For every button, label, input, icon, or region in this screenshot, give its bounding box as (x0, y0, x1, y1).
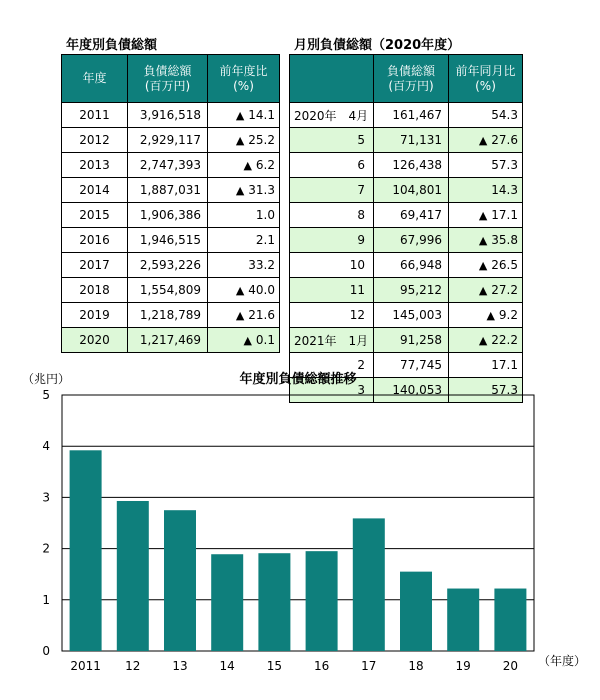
year-cell: 2018 (62, 278, 128, 303)
amount-cell: 145,003 (374, 303, 449, 328)
change-cell: 54.3 (449, 103, 523, 128)
decrease-triangle-icon: ▲ (486, 309, 495, 322)
amount-cell: 1,217,469 (128, 328, 208, 353)
month-cell: 7 (290, 178, 374, 203)
y-tick-label: 1 (42, 592, 50, 607)
bar-14 (211, 554, 243, 651)
decrease-triangle-icon: ▲ (243, 159, 252, 172)
month-cell: 6 (290, 153, 374, 178)
decrease-triangle-icon: ▲ (478, 334, 488, 347)
month-cell: 9 (290, 228, 374, 253)
amount-cell: 1,946,515 (128, 228, 208, 253)
table-row (290, 253, 523, 278)
amount-cell: 1,887,031 (128, 178, 208, 203)
amount-cell: 2,929,117 (128, 128, 208, 153)
change-cell: ▲ 35.8 (449, 228, 523, 253)
decrease-triangle-icon: ▲ (235, 284, 245, 297)
amount-cell: 91,258 (374, 328, 449, 353)
table-row (290, 328, 523, 353)
y-tick-label: 2 (42, 541, 50, 556)
amount-cell: 1,554,809 (128, 278, 208, 303)
change-cell: 14.3 (449, 178, 523, 203)
x-tick-label: 18 (408, 659, 424, 673)
amount-cell: 1,218,789 (128, 303, 208, 328)
x-tick-label: 17 (361, 659, 377, 673)
x-tick-label: 16 (313, 659, 330, 673)
change-cell: ▲ 25.2 (208, 128, 280, 153)
change-cell: ▲ 0.1 (208, 328, 280, 353)
table-row (62, 103, 280, 128)
month-cell: 2020年 4月 (290, 103, 374, 128)
table-row (290, 103, 523, 128)
month-cell: 8 (290, 203, 374, 228)
x-tick-label: 14 (219, 659, 235, 673)
change-cell: 57.3 (449, 153, 523, 178)
bar-17 (353, 518, 385, 651)
change-cell: ▲ 40.0 (208, 278, 280, 303)
change-cell: ▲ 27.6 (449, 128, 523, 153)
table-row (62, 253, 280, 278)
amount-cell: 126,438 (374, 153, 449, 178)
y-tick-label: 3 (42, 490, 50, 505)
table-row (62, 328, 280, 353)
change-cell: 17.1 (449, 353, 523, 378)
amount-cell: 2,593,226 (128, 253, 208, 278)
amount-cell: 161,467 (374, 103, 449, 128)
x-tick-label: 15 (266, 659, 283, 673)
y-tick-label: 5 (42, 388, 50, 402)
change-cell: ▲ 9.2 (449, 303, 523, 328)
table-row (62, 278, 280, 303)
bar-20 (494, 589, 526, 651)
left-table-title: 年度別負債総額 (66, 38, 158, 53)
amount-cell: 140,053 (374, 378, 449, 403)
x-tick-label: 2011 (70, 659, 101, 673)
change-cell: 33.2 (208, 253, 280, 278)
bar-19 (447, 589, 479, 651)
amount-cell: 77,745 (374, 353, 449, 378)
table-row (290, 303, 523, 328)
table-row (290, 278, 523, 303)
change-cell: ▲ 26.5 (449, 253, 523, 278)
year-cell: 2012 (62, 128, 128, 153)
monthly-debt-table (289, 54, 523, 403)
month-cell: 12 (290, 303, 374, 328)
decrease-triangle-icon: ▲ (478, 234, 488, 247)
decrease-triangle-icon: ▲ (235, 184, 245, 197)
y-tick-label: 0 (42, 644, 50, 658)
table-row (62, 153, 280, 178)
amount-cell: 1,906,386 (128, 203, 208, 228)
bar-2011 (70, 450, 102, 651)
table-row (62, 128, 280, 153)
change-cell: ▲ 27.2 (449, 278, 523, 303)
month-cell: 10 (290, 253, 374, 278)
table-row (290, 128, 523, 153)
year-cell: 2016 (62, 228, 128, 253)
month-cell: 3 (290, 378, 374, 403)
decrease-triangle-icon: ▲ (478, 259, 488, 272)
table-row (62, 303, 280, 328)
change-cell: 1.0 (208, 203, 280, 228)
year-cell: 2014 (62, 178, 128, 203)
bar-12 (117, 501, 149, 651)
table-row (62, 228, 280, 253)
decrease-triangle-icon: ▲ (478, 284, 488, 297)
table-row (290, 153, 523, 178)
x-tick-label: 20 (502, 659, 519, 673)
table-row (290, 228, 523, 253)
change-cell: ▲ 31.3 (208, 178, 280, 203)
change-cell: ▲ 14.1 (208, 103, 280, 128)
month-cell: 2 (290, 353, 374, 378)
table-row (290, 203, 523, 228)
decrease-triangle-icon: ▲ (243, 334, 252, 347)
x-tick-label: 13 (172, 659, 188, 673)
amount-cell: 95,212 (374, 278, 449, 303)
y-tick-label: 4 (42, 439, 50, 454)
decrease-triangle-icon: ▲ (478, 209, 488, 222)
amount-cell: 2,747,393 (128, 153, 208, 178)
year-cell: 2015 (62, 203, 128, 228)
x-tick-label: 19 (455, 659, 471, 673)
col-header-year: 年度 (62, 55, 128, 103)
amount-cell: 67,996 (374, 228, 449, 253)
right-table-title: 月別負債総額（2020年度） (294, 38, 461, 53)
month-cell: 2021年 1月 (290, 328, 374, 353)
month-cell: 5 (290, 128, 374, 153)
annual-debt-table (61, 54, 280, 353)
change-cell: ▲ 6.2 (208, 153, 280, 178)
change-cell: ▲ 21.6 (208, 303, 280, 328)
change-cell: ▲ 17.1 (449, 203, 523, 228)
table-row (290, 178, 523, 203)
change-cell: 57.3 (449, 378, 523, 403)
year-cell: 2013 (62, 153, 128, 178)
decrease-triangle-icon: ▲ (235, 109, 245, 122)
table-row (62, 203, 280, 228)
month-cell: 11 (290, 278, 374, 303)
bar-16 (306, 551, 338, 651)
annual-debt-bar-chart (0, 365, 600, 700)
chart-title: 年度別負債総額推移 (239, 372, 357, 387)
amount-cell: 104,801 (374, 178, 449, 203)
col-header-amount: 負債総額 (百万円) (374, 55, 449, 103)
decrease-triangle-icon: ▲ (235, 309, 245, 322)
amount-cell: 69,417 (374, 203, 449, 228)
bar-15 (258, 553, 290, 651)
col-header-change: 前年度比 (%) (208, 55, 280, 103)
change-cell: 2.1 (208, 228, 280, 253)
x-axis-unit-label: （年度） (538, 654, 587, 668)
bar-13 (164, 510, 196, 651)
year-cell: 2011 (62, 103, 128, 128)
amount-cell: 66,948 (374, 253, 449, 278)
decrease-triangle-icon: ▲ (235, 134, 245, 147)
y-axis-unit-label: （兆円） (22, 372, 71, 386)
amount-cell: 71,131 (374, 128, 449, 153)
change-cell: ▲ 22.2 (449, 328, 523, 353)
year-cell: 2020 (62, 328, 128, 353)
x-tick-label: 12 (125, 659, 141, 673)
year-cell: 2019 (62, 303, 128, 328)
amount-cell: 3,916,518 (128, 103, 208, 128)
col-header-month (290, 55, 374, 103)
decrease-triangle-icon: ▲ (478, 134, 488, 147)
year-cell: 2017 (62, 253, 128, 278)
col-header-amount: 負債総額 (百万円) (128, 55, 208, 103)
table-row (62, 178, 280, 203)
col-header-change: 前年同月比 (%) (449, 55, 523, 103)
bar-18 (400, 572, 432, 651)
